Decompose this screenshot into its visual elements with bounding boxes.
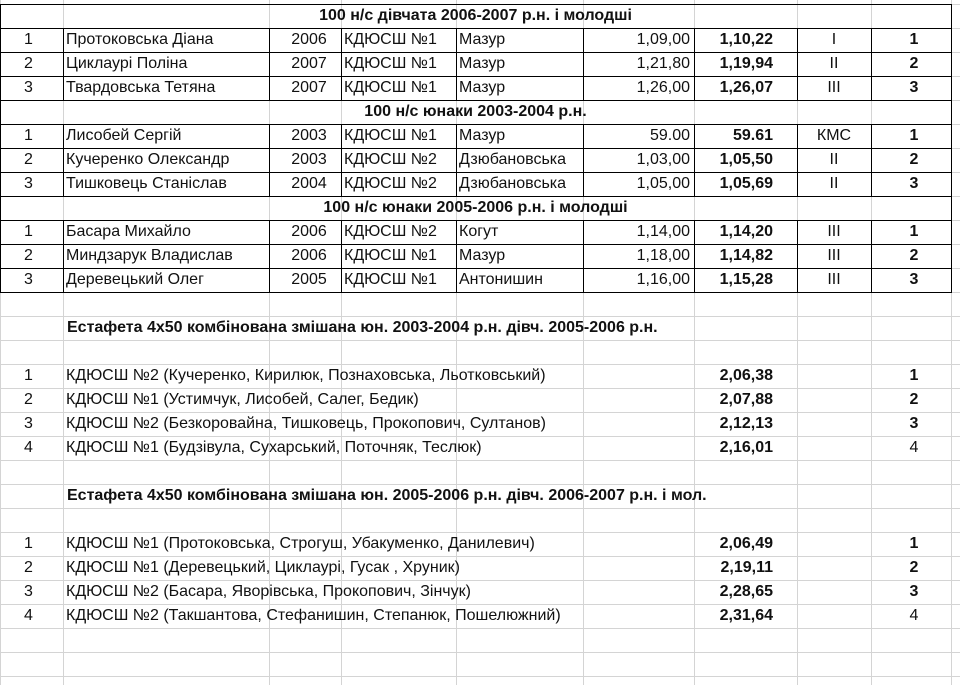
relay-team-cell: КДЮСШ №1 (Деревецький, Циклаурі, Гусак , Хруник) [66, 559, 460, 576]
table-row [0, 76, 960, 100]
points-cell: 4 [909, 607, 919, 624]
place-cell: 1 [24, 223, 33, 240]
coach-cell: Мазур [459, 55, 506, 72]
gridline-horizontal [0, 676, 960, 677]
place-cell: 3 [24, 271, 33, 288]
table-row [0, 244, 960, 268]
place-cell: 3 [24, 79, 33, 96]
result-time-cell: 59.61 [732, 127, 773, 144]
club-cell: КДЮСШ №1 [344, 31, 437, 48]
relay-title: Естафета 4х50 комбінована змішана юн. 2005-2006 р.н. дівч. 2006-2007 р.н. і мол. [67, 487, 707, 504]
seed-time-cell: 1,16,00 [636, 271, 690, 288]
points-cell: 3 [909, 175, 919, 192]
rank-cell: ІІ [829, 151, 839, 168]
place-cell: 3 [24, 583, 33, 600]
athlete-name-cell: Лисобей Сергій [66, 127, 182, 144]
table-row [0, 220, 960, 244]
club-cell: КДЮСШ №1 [344, 55, 437, 72]
result-time-cell: 1,26,07 [719, 79, 773, 96]
place-cell: 2 [24, 151, 33, 168]
table-row [0, 52, 960, 76]
result-time-cell: 2,31,64 [719, 607, 773, 624]
coach-cell: Мазур [459, 79, 506, 96]
gridline-horizontal [0, 652, 960, 653]
points-cell: 2 [909, 151, 919, 168]
seed-time-cell: 1,03,00 [636, 151, 690, 168]
birth-year-cell: 2006 [291, 223, 327, 240]
points-cell: 1 [909, 535, 919, 552]
relay-row [0, 436, 960, 460]
athlete-name-cell: Басара Михайло [66, 223, 191, 240]
points-cell: 3 [909, 415, 919, 432]
seed-time-cell: 1,18,00 [636, 247, 690, 264]
relay-team-cell: КДЮСШ №1 (Устимчук, Лисобей, Салег, Бедик) [66, 391, 419, 408]
relay-title: Естафета 4х50 комбінована змішана юн. 2003-2004 р.н. дівч. 2005-2006 р.н. [67, 319, 658, 336]
relay-team-cell: КДЮСШ №2 (Такшантова, Стефанишин, Степанюк, Пошелюжний) [66, 607, 561, 624]
place-cell: 1 [24, 367, 33, 384]
club-cell: КДЮСШ №1 [344, 247, 437, 264]
points-cell: 2 [909, 391, 919, 408]
table-border [0, 292, 952, 293]
club-cell: КДЮСШ №2 [344, 151, 437, 168]
relay-row [0, 388, 960, 412]
place-cell: 2 [24, 55, 33, 72]
athlete-name-cell: Кучеренко Олександр [66, 151, 230, 168]
event-title: 100 н/с дівчата 2006-2007 р.н. і молодші [319, 7, 632, 24]
relay-row [0, 604, 960, 628]
result-time-cell: 2,12,13 [719, 415, 773, 432]
gridline-horizontal [0, 628, 960, 629]
relay-row [0, 364, 960, 388]
result-time-cell: 2,28,65 [719, 583, 773, 600]
athlete-name-cell: Твардовська Тетяна [66, 79, 216, 96]
gridline-horizontal [0, 508, 960, 509]
place-cell: 3 [24, 175, 33, 192]
place-cell: 3 [24, 415, 33, 432]
event-title: 100 н/с юнаки 2005-2006 р.н. і молодші [323, 199, 628, 216]
relay-team-cell: КДЮСШ №2 (Басара, Яворівська, Прокопович, Зінчук) [66, 583, 471, 600]
place-cell: 1 [24, 31, 33, 48]
table-row [0, 172, 960, 196]
points-cell: 1 [909, 223, 919, 240]
coach-cell: Дзюбановська [459, 175, 567, 192]
place-cell: 4 [24, 439, 33, 456]
coach-cell: Антонишин [459, 271, 543, 288]
result-time-cell: 1,05,69 [719, 175, 773, 192]
coach-cell: Мазур [459, 127, 506, 144]
result-time-cell: 1,14,20 [719, 223, 773, 240]
club-cell: КДЮСШ №1 [344, 271, 437, 288]
place-cell: 2 [24, 559, 33, 576]
rank-cell: ІІ [829, 55, 839, 72]
coach-cell: Мазур [459, 31, 506, 48]
birth-year-cell: 2007 [291, 79, 327, 96]
relay-row [0, 412, 960, 436]
relay-team-cell: КДЮСШ №2 (Кучеренко, Кирилюк, Познаховська, Льотковський) [66, 367, 546, 384]
club-cell: КДЮСШ №2 [344, 175, 437, 192]
rank-cell: ІІІ [827, 223, 841, 240]
rank-cell: ІІ [829, 175, 839, 192]
event-title: 100 н/с юнаки 2003-2004 р.н. [364, 103, 587, 120]
place-cell: 1 [24, 127, 33, 144]
result-time-cell: 1,19,94 [719, 55, 773, 72]
points-cell: 2 [909, 247, 919, 264]
result-time-cell: 1,15,28 [719, 271, 773, 288]
gridline-horizontal [0, 460, 960, 461]
place-cell: 4 [24, 607, 33, 624]
table-row [0, 148, 960, 172]
points-cell: 2 [909, 559, 919, 576]
athlete-name-cell: Циклаурі Поліна [66, 55, 188, 72]
birth-year-cell: 2006 [291, 31, 327, 48]
club-cell: КДЮСШ №1 [344, 127, 437, 144]
points-cell: 3 [909, 583, 919, 600]
points-cell: 2 [909, 55, 919, 72]
points-cell: 3 [909, 271, 919, 288]
relay-team-cell: КДЮСШ №1 (Протоковська, Строгуш, Убакуменко, Данилевич) [66, 535, 535, 552]
coach-cell: Когут [459, 223, 499, 240]
birth-year-cell: 2007 [291, 55, 327, 72]
points-cell: 1 [909, 31, 919, 48]
seed-time-cell: 1,05,00 [636, 175, 690, 192]
seed-time-cell: 1,14,00 [636, 223, 690, 240]
relay-row [0, 532, 960, 556]
rank-cell: ІІІ [827, 247, 841, 264]
place-cell: 2 [24, 391, 33, 408]
relay-row [0, 580, 960, 604]
birth-year-cell: 2004 [291, 175, 327, 192]
relay-team-cell: КДЮСШ №1 (Будзівула, Сухарський, Поточняк, Теслюк) [66, 439, 482, 456]
points-cell: 3 [909, 79, 919, 96]
relay-team-cell: КДЮСШ №2 (Безкоровайна, Тишковець, Прокопович, Султанов) [66, 415, 546, 432]
club-cell: КДЮСШ №1 [344, 79, 437, 96]
table-row [0, 124, 960, 148]
birth-year-cell: 2006 [291, 247, 327, 264]
gridline-horizontal [0, 340, 960, 341]
rank-cell: КМС [816, 127, 852, 144]
result-time-cell: 1,05,50 [719, 151, 773, 168]
result-time-cell: 2,06,38 [719, 367, 773, 384]
seed-time-cell: 1,26,00 [636, 79, 690, 96]
points-cell: 4 [909, 439, 919, 456]
birth-year-cell: 2005 [291, 271, 327, 288]
result-time-cell: 1,14,82 [719, 247, 773, 264]
result-time-cell: 2,19,11 [720, 559, 773, 576]
rank-cell: ІІІ [827, 79, 841, 96]
seed-time-cell: 1,21,80 [636, 55, 690, 72]
birth-year-cell: 2003 [291, 151, 327, 168]
seed-time-cell: 1,09,00 [636, 31, 690, 48]
coach-cell: Дзюбановська [459, 151, 567, 168]
athlete-name-cell: Миндзарук Владислав [66, 247, 233, 264]
athlete-name-cell: Протоковська Діана [66, 31, 214, 48]
rank-cell: І [831, 31, 837, 48]
rank-cell: ІІІ [827, 271, 841, 288]
result-time-cell: 2,16,01 [719, 439, 773, 456]
table-row [0, 28, 960, 52]
points-cell: 1 [909, 127, 919, 144]
coach-cell: Мазур [459, 247, 506, 264]
place-cell: 1 [24, 535, 33, 552]
points-cell: 1 [909, 367, 919, 384]
athlete-name-cell: Деревецький Олег [66, 271, 204, 288]
result-time-cell: 2,07,88 [719, 391, 773, 408]
place-cell: 2 [24, 247, 33, 264]
birth-year-cell: 2003 [291, 127, 327, 144]
result-time-cell: 2,06,49 [719, 535, 773, 552]
relay-row [0, 556, 960, 580]
seed-time-cell: 59.00 [649, 127, 690, 144]
athlete-name-cell: Тишковець Станіслав [66, 175, 227, 192]
result-time-cell: 1,10,22 [719, 31, 773, 48]
club-cell: КДЮСШ №2 [344, 223, 437, 240]
table-row [0, 268, 960, 292]
